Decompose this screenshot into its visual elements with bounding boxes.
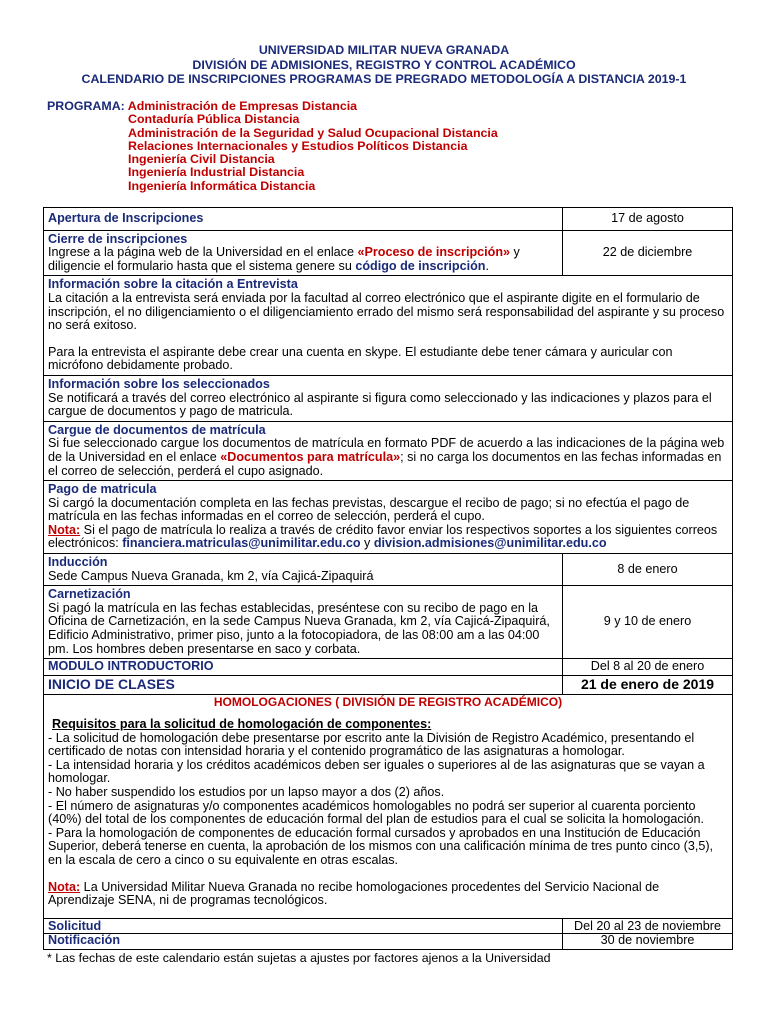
row-text: Ingrese a la página web de la Universidad en el enlace xyxy=(48,245,358,260)
program-item: Administración de Empresas Distancia xyxy=(127,99,358,113)
requirements-title: Requisitos para la solicitud de homologación de componentes: xyxy=(52,717,432,731)
row-text: . xyxy=(485,258,489,273)
row-text: Si el pago de matrícula lo realiza a través de crédito favor enviar los respectivos soportes a los siguientes correos electrónicos: xyxy=(48,522,718,551)
row-cargue xyxy=(44,421,733,480)
row-text: Para la entrevista el aspirante debe crear una cuenta en skype. El estudiante debe tener cámara y auricular con micrófono debidamente probado. xyxy=(48,344,673,373)
row-date: 30 de noviembre xyxy=(563,934,733,950)
document-header xyxy=(0,43,768,87)
calendar-title: CALENDARIO DE INSCRIPCIONES PROGRAMAS DE PREGRADO METODOLOGÍA A DISTANCIA 2019-1 xyxy=(81,72,687,86)
section-title: HOMOLOGACIONES ( DIVISIÓN DE REGISTRO ACADÉMICO) xyxy=(213,695,563,710)
program-list xyxy=(47,100,498,193)
program-item: Relaciones Internacionales y Estudios Políticos Distancia xyxy=(128,138,468,153)
inscription-code-text: código de inscripción xyxy=(355,258,486,273)
row-cierre xyxy=(44,230,733,276)
row-title: Notificación xyxy=(48,933,121,948)
row-title: INICIO DE CLASES xyxy=(48,675,175,692)
row-modulo xyxy=(44,659,733,676)
row-title: Solicitud xyxy=(48,918,102,933)
note-label: Nota: xyxy=(48,879,81,894)
documents-link[interactable]: «Documentos para matrícula» xyxy=(220,449,401,464)
requirement-item: - El número de asignaturas y/o componentes académicos homologables no podrá ser superior al cuarenta porciento (40%) del total de los componentes de educación formal del plan de estudios para el cual se solicita la homologación. xyxy=(48,798,704,827)
email-link[interactable]: financiera.matriculas@unimilitar.edu.co xyxy=(122,536,361,551)
row-date: 22 de diciembre xyxy=(563,230,733,276)
inscription-link[interactable]: «Proceso de inscripción» xyxy=(357,245,511,260)
row-text: La citación a la entrevista será enviada por la facultad al correo electrónico que el aspirante digite en el formulario de inscripción, el no diligenciamiento o el diligenciamiento errado del mismo será responsabilidad del aspirante y su proceso no será exitoso. xyxy=(48,290,725,333)
row-notificacion xyxy=(44,934,733,950)
requirement-item: - No haber suspendido los estudios por un lapso mayor a dos (2) años. xyxy=(48,784,445,799)
row-date: Del 20 al 23 de noviembre xyxy=(563,918,733,934)
row-text: Si fue seleccionado cargue los documentos de matrícula en formato PDF de acuerdo a las indicaciones de la página web de la Universidad en el enlace xyxy=(48,436,725,464)
row-inicio xyxy=(44,675,733,695)
row-text: Sede Campus Nueva Granada, km 2, vía Cajicá-Zipaquirá xyxy=(48,568,374,583)
row-carnetizacion xyxy=(44,586,733,659)
row-induccion xyxy=(44,554,733,586)
program-label: PROGRAMA: xyxy=(47,99,125,113)
email-link[interactable]: division.admisiones@unimilitar.edu.co xyxy=(373,536,607,551)
row-title: Pago de matricula xyxy=(48,482,157,497)
program-item: Ingeniería Civil Distancia xyxy=(128,152,275,167)
note-text: La Universidad Militar Nueva Granada no recibe homologaciones procedentes del Servicio Nacional de Aprendizaje SENA, ni de programas tecnológicos. xyxy=(48,879,660,908)
row-solicitud xyxy=(44,918,733,934)
row-title: Información sobre los seleccionados xyxy=(48,376,270,391)
row-text: y xyxy=(360,536,374,551)
row-text: Si pagó la matrícula en las fechas establecidas, preséntese con su recibo de pago en la Oficina de Carnetización, en la sede Campus Nueva Granada, km 2, vía Cajicá-Zipaquirá, Edificio Administrativo, primer piso, junto a la fotocopiadora, de las 08:00 am a las 04:00 pm. Los hombres deben presentarse en saco y corbata. xyxy=(48,600,550,656)
requirement-item: - Para la homologación de componentes de educación formal cursados y aprobados en una Institución de Educación Superior, deberá tenerse en cuenta, la aprobación de los mismos con una calificación mínima de tres punto cinco (3,5), en la escala de cero a cinco o su equivalente en otras escalas. xyxy=(48,825,714,867)
program-item: Contaduría Pública Distancia xyxy=(128,112,300,127)
row-title: Inducción xyxy=(48,555,108,570)
university-name: UNIVERSIDAD MILITAR NUEVA GRANADA xyxy=(258,43,510,57)
row-title: Apertura de Inscripciones xyxy=(48,211,204,225)
row-title: Carnetización xyxy=(48,587,131,602)
row-title: Cierre de inscripciones xyxy=(48,231,188,246)
row-title: MODULO INTRODUCTORIO xyxy=(48,659,214,674)
division-name: DIVISIÓN DE ADMISIONES, REGISTRO Y CONTROL ACADÉMICO xyxy=(192,57,576,72)
calendar-table xyxy=(43,207,733,950)
row-title: Información sobre la citación a Entrevista xyxy=(48,277,298,292)
row-date: 17 de agosto xyxy=(563,208,733,231)
row-date: 9 y 10 de enero xyxy=(563,586,733,659)
row-homologaciones xyxy=(44,695,733,918)
row-text: Se notificará a través del correo electrónico al aspirante si figura como seleccionado y las indicaciones y plazos para el cargue de documentos y pago de matricula. xyxy=(48,390,712,419)
program-item: Ingeniería Industrial Distancia xyxy=(128,165,305,180)
row-title: Cargue de documentos de matrícula xyxy=(48,422,266,437)
row-date: 21 de enero de 2019 xyxy=(563,675,733,695)
row-date: Del 8 al 20 de enero xyxy=(563,659,733,676)
row-text: Si cargó la documentación completa en las fechas previstas, descargue el recibo de pago; si no efectúa el pago de matrícula en las fechas informadas en el correo de selección, perderá el cupo. xyxy=(48,495,690,524)
row-citacion xyxy=(44,276,733,376)
row-text: ; si no carga los documentos en las fechas informadas en el correo de selección, perderá el cupo asignado. xyxy=(48,449,722,478)
row-pago xyxy=(44,481,733,554)
note-label: Nota: xyxy=(48,522,81,537)
requirement-item: - La intensidad horaria y los créditos académicos deben ser iguales o superiores al de las asignaturas que se vayan a homologar. xyxy=(48,757,705,786)
program-item: Administración de la Seguridad y Salud Ocupacional Distancia xyxy=(128,125,498,140)
row-text: y diligencie el formulario hasta que el sistema genere su xyxy=(48,245,520,273)
requirement-item: - La solicitud de homologación debe presentarse por escrito ante la División de Registro Académico, presentando el certificado de notas con intensidad horaria y el contenido programático de las asignaturas a homologar. xyxy=(48,730,695,759)
footer-note: * Las fechas de este calendario están sujetas a ajustes por factores ajenos a la Universidad xyxy=(47,951,551,965)
row-seleccionados xyxy=(44,375,733,421)
program-item: Ingeniería Informática Distancia xyxy=(128,178,316,193)
row-apertura xyxy=(44,208,733,231)
row-date: 8 de enero xyxy=(563,554,733,586)
